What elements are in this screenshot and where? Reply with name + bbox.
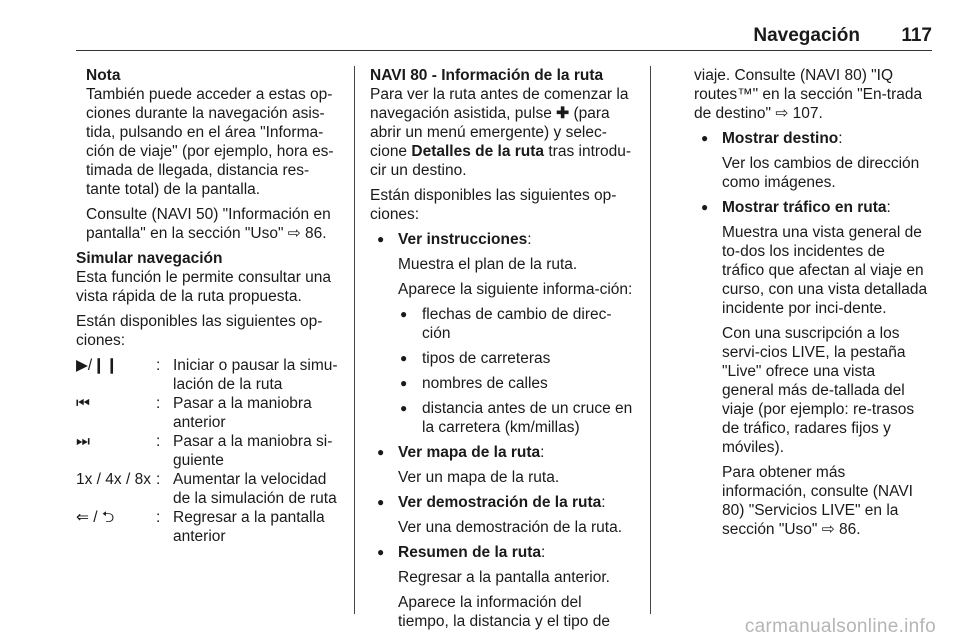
bullet-summary: ● Resumen de la ruta: <box>370 543 634 562</box>
sim-heading: Simular navegación <box>76 250 223 267</box>
control-desc: Pasar a la maniobra anterior <box>173 395 312 431</box>
control-desc: Regresar a la pantalla anterior <box>173 509 325 545</box>
control-desc: Pasar a la maniobra si-guiente <box>173 433 333 469</box>
plus-icon: ✚ <box>556 105 570 122</box>
bullet-destination: ● Mostrar destino: <box>694 129 930 148</box>
sub-bullet: ● flechas de cambio de direc-ción <box>370 305 634 343</box>
options-intro: Están disponibles las siguientes op-ciones: <box>370 187 617 223</box>
back-icon: ⇐ / ⮌ <box>76 509 115 526</box>
bullet-instructions: ● Ver instrucciones: <box>370 230 634 249</box>
route-info-heading: NAVI 80 - Información de la ruta <box>370 67 604 84</box>
play-pause-icon: ▶/❙❙ <box>76 357 119 374</box>
continued-text: viaje. Consulte (NAVI 80) "IQ routes™" en la sección "En-trada de destino" ⇨ 107. <box>694 67 923 122</box>
sub-bullet: ● distancia antes de un cruce en la carretera (km/millas) <box>370 399 634 437</box>
skip-next-icon: ⏭ <box>76 433 90 450</box>
note-paragraph-1: También puede acceder a estas op-ciones durante la navegación asis-tida, pulsando en el área "Informa-ción de viaje" (por ejemplo, hora es-timada de llegada, distancia res-tante total) de la pantalla. <box>86 86 334 198</box>
note-heading: Nota <box>86 67 121 84</box>
page-number: 117 <box>901 25 932 46</box>
bullet-map: ● Ver mapa de la ruta: <box>370 443 634 462</box>
column-divider-2 <box>650 66 651 614</box>
column-middle: NAVI 80 - Información de la ruta Para ver la ruta antes de comenzar la navegación asistida, pulse ✚ (para abrir un menú emergente) y selec-cione Detalles de la ruta tras introdu-cir un destino. Están disponibles las siguientes op-ciones: ● Ver instrucciones: Muestra el plan de la ruta. Aparece la siguiente informa-ción: ● flechas de cambio de direc-ción ● tipos de carreteras ● nombres de calles ● distancia antes de un cruce en la carretera (km/millas) ● Ver mapa de la ruta: Ver un mapa de la ruta. ● Ver demostración de la ruta: Ver una demostración de la ruta. ● Resumen de la ruta: Regresar a la pantalla anterior. Aparece la información del tiempo, la distancia y el tipo de <box>370 66 634 637</box>
route-info-paragraph: Para ver la ruta antes de comenzar la navegación asistida, pulse ✚ (para abrir un menú emergente) y selec-cione Detalles de la ruta tras introdu-cir un destino. <box>370 86 632 179</box>
column-divider-1 <box>354 66 355 614</box>
sim-paragraph-2: Están disponibles las siguientes op-ciones: <box>76 313 323 349</box>
control-desc: Aumentar la velocidad de la simulación de ruta <box>173 471 337 507</box>
bullet-traffic: ● Mostrar tráfico en ruta: <box>694 198 930 217</box>
control-row-previous: ⏮ : Pasar a la maniobra anterior <box>76 394 340 432</box>
bullet-demo: ● Ver demostración de la ruta: <box>370 493 634 512</box>
watermark: carmanualsonline.info <box>744 616 936 637</box>
route-details-label: Detalles de la ruta <box>411 143 545 160</box>
sub-bullet: ● nombres de calles <box>370 374 634 393</box>
column-left <box>76 66 340 546</box>
speed-label: 1x / 4x / 8x <box>76 471 151 488</box>
sim-paragraph-1: Esta función le permite consultar una vista rápida de la ruta propuesta. <box>76 269 332 305</box>
control-row-next: ⏭ : Pasar a la maniobra si-guiente <box>76 432 340 470</box>
page-header <box>76 22 932 51</box>
control-row-play-pause: ▶/❙❙ : Iniciar o pausar la simu-lación de la ruta <box>76 356 340 394</box>
note-block <box>76 66 340 243</box>
column-right: viaje. Consulte (NAVI 80) "IQ routes™" en la sección "En-trada de destino" ⇨ 107. ● Mostrar destino: Ver los cambios de dirección como imágenes. ● Mostrar tráfico en ruta: Muestra una vista general de to-dos los incidentes de tráfico que afectan al viaje en curso, con una vista detallada incidente por inci-dente. Con una suscripción a los servi-cios LIVE, la pestaña "Live" ofrece una vista general más de-tallada del viaje (por ejemplo: re-trasos de tráfico, radares fijos y móviles). Para obtener más información, consulte (NAVI 80) "Servicios LIVE" en la sección "Uso" ⇨ 86. <box>694 66 930 545</box>
note-paragraph-2: Consulte (NAVI 50) "Información en pantalla" en la sección "Uso" ⇨ 86. <box>86 206 331 242</box>
skip-previous-icon: ⏮ <box>76 395 90 412</box>
control-desc: Iniciar o pausar la simu-lación de la ruta <box>173 357 338 393</box>
page-title: Navegación <box>753 25 860 46</box>
sub-bullet: ● tipos de carreteras <box>370 349 634 368</box>
control-row-speed: 1x / 4x / 8x : Aumentar la velocidad de la simulación de ruta <box>76 470 340 508</box>
control-row-back: ⇐ / ⮌ : Regresar a la pantalla anterior <box>76 508 340 546</box>
